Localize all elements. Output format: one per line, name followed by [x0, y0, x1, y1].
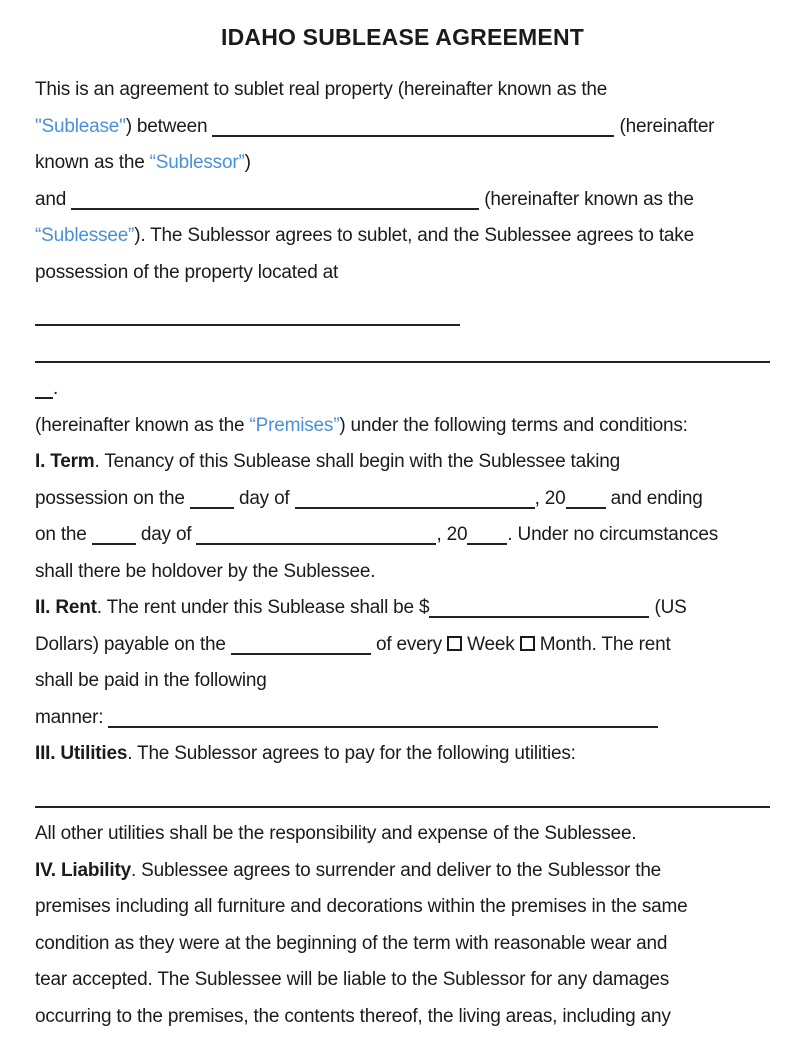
start-month-blank[interactable]: [295, 489, 535, 509]
term-sublessor: “Sublessor”: [149, 152, 245, 173]
term-premises: “Premises”: [249, 414, 340, 436]
term-text: on the: [35, 524, 87, 545]
intro-text: (hereinafter known as the: [484, 188, 694, 210]
document-title: IDAHO SUBLEASE AGREEMENT: [220, 24, 585, 50]
payment-manner-blank[interactable]: [108, 708, 658, 728]
term-section-line-1: [35, 444, 770, 481]
term-text: , 20: [436, 524, 468, 545]
liability-section-line-4: [35, 962, 770, 999]
rent-amount-blank[interactable]: [429, 598, 649, 618]
rent-text: of every: [375, 633, 442, 655]
intro-line-1: [35, 72, 770, 109]
term-text: day of: [238, 487, 290, 509]
intro-text: known as the: [35, 152, 145, 173]
rent-section-line-2: [35, 627, 770, 664]
intro-text: ). The Sublessor agrees to sublet, and the Sublessee agrees to take: [134, 225, 694, 246]
intro-text: ) under the following terms and conditions:: [339, 414, 688, 436]
liability-section-line-1: [35, 853, 770, 890]
month-checkbox[interactable]: [520, 636, 535, 651]
term-text: . Tenancy of this Sublease shall begin with the Sublessee taking: [94, 451, 621, 472]
term-section-line-2: [35, 481, 770, 518]
term-section-line-4: [35, 554, 770, 591]
address-blank-row-1: [35, 298, 770, 335]
term-text: and ending: [610, 487, 703, 509]
rent-text: manner:: [35, 706, 104, 728]
intro-line-4: [35, 182, 770, 219]
term-text: shall there be holdover by the Sublessee.: [35, 560, 376, 582]
liability-section-heading: IV. Liability: [35, 859, 131, 881]
liability-section-line-2: [35, 889, 770, 926]
sublessee-name-blank[interactable]: [71, 190, 479, 210]
intro-text: This is an agreement to sublet real property (hereinafter known as the: [35, 79, 608, 100]
utilities-blank[interactable]: [35, 788, 770, 808]
intro-line-6: [35, 255, 770, 292]
start-year-blank[interactable]: [566, 489, 606, 509]
liability-text: occurring to the premises, the contents thereof, the living areas, including any: [35, 1005, 671, 1027]
rent-section-line-4: [35, 700, 770, 737]
stray-period: .: [53, 378, 59, 399]
week-checkbox[interactable]: [447, 636, 462, 651]
term-section-heading: I. Term: [35, 451, 95, 472]
liability-section-line-3: [35, 926, 770, 963]
intro-line-2: [35, 109, 770, 146]
end-month-blank[interactable]: [196, 525, 436, 545]
term-text: . Under no circumstances: [507, 524, 719, 545]
rent-text: Dollars) payable on the: [35, 633, 226, 655]
intro-line-5: [35, 218, 770, 255]
liability-text: condition as they were at the beginning of the term with reasonable wear and: [35, 932, 668, 954]
rent-section-heading: II. Rent: [35, 597, 97, 618]
liability-text: . Sublessee agrees to surrender and deliver to the Sublessor the: [130, 859, 662, 881]
intro-line-3: [35, 145, 770, 182]
intro-text: and: [35, 188, 67, 210]
month-checkbox-label: Month. The rent: [539, 633, 671, 655]
rent-section-line-1: [35, 590, 770, 627]
rent-text: shall be paid in the following: [35, 670, 267, 691]
rent-text: (US: [654, 597, 687, 618]
sublessor-name-blank[interactable]: [212, 117, 614, 137]
intro-text: possession of the property located at: [35, 261, 339, 283]
utilities-section-heading: III. Utilities: [35, 743, 128, 764]
liability-text: tear accepted. The Sublessee will be liable to the Sublessor for any damages: [35, 969, 670, 990]
term-sublease: "Sublease": [35, 115, 126, 137]
property-address-blank-2[interactable]: [35, 343, 770, 363]
premises-line: [35, 408, 770, 445]
end-day-blank[interactable]: [92, 525, 136, 545]
address-blank-row-2: [35, 335, 770, 372]
stray-blank[interactable]: [35, 379, 53, 399]
term-section-line-3: [35, 517, 770, 554]
property-address-blank-1[interactable]: [35, 306, 460, 326]
start-day-blank[interactable]: [190, 489, 234, 509]
term-text: , 20: [534, 487, 566, 509]
intro-text: (hereinafter known as the: [35, 414, 245, 436]
liability-section-line-5: [35, 999, 770, 1036]
intro-text: ) between: [125, 115, 208, 137]
stray-line: [35, 371, 770, 408]
week-checkbox-label: Week: [467, 633, 515, 655]
rent-due-blank[interactable]: [231, 635, 371, 655]
intro-text: (hereinafter: [619, 115, 715, 137]
term-text: day of: [140, 524, 192, 545]
rent-text: . The rent under this Sublease shall be $: [96, 597, 430, 618]
term-text: possession on the: [35, 487, 185, 509]
utilities-blank-row: [35, 780, 770, 817]
utilities-text: All other utilities shall be the responsibility and expense of the Sublessee.: [35, 823, 637, 844]
utilities-section-line-1: [35, 736, 770, 773]
rent-section-line-3: [35, 663, 770, 700]
term-sublessee: “Sublessee”: [35, 225, 135, 246]
end-year-blank[interactable]: [467, 525, 507, 545]
utilities-text: . The Sublessor agrees to pay for the following utilities:: [127, 743, 576, 764]
intro-text: ): [244, 152, 251, 173]
liability-text: premises including all furniture and decorations within the premises in the same: [35, 896, 688, 917]
utilities-section-line-2: [35, 816, 770, 853]
